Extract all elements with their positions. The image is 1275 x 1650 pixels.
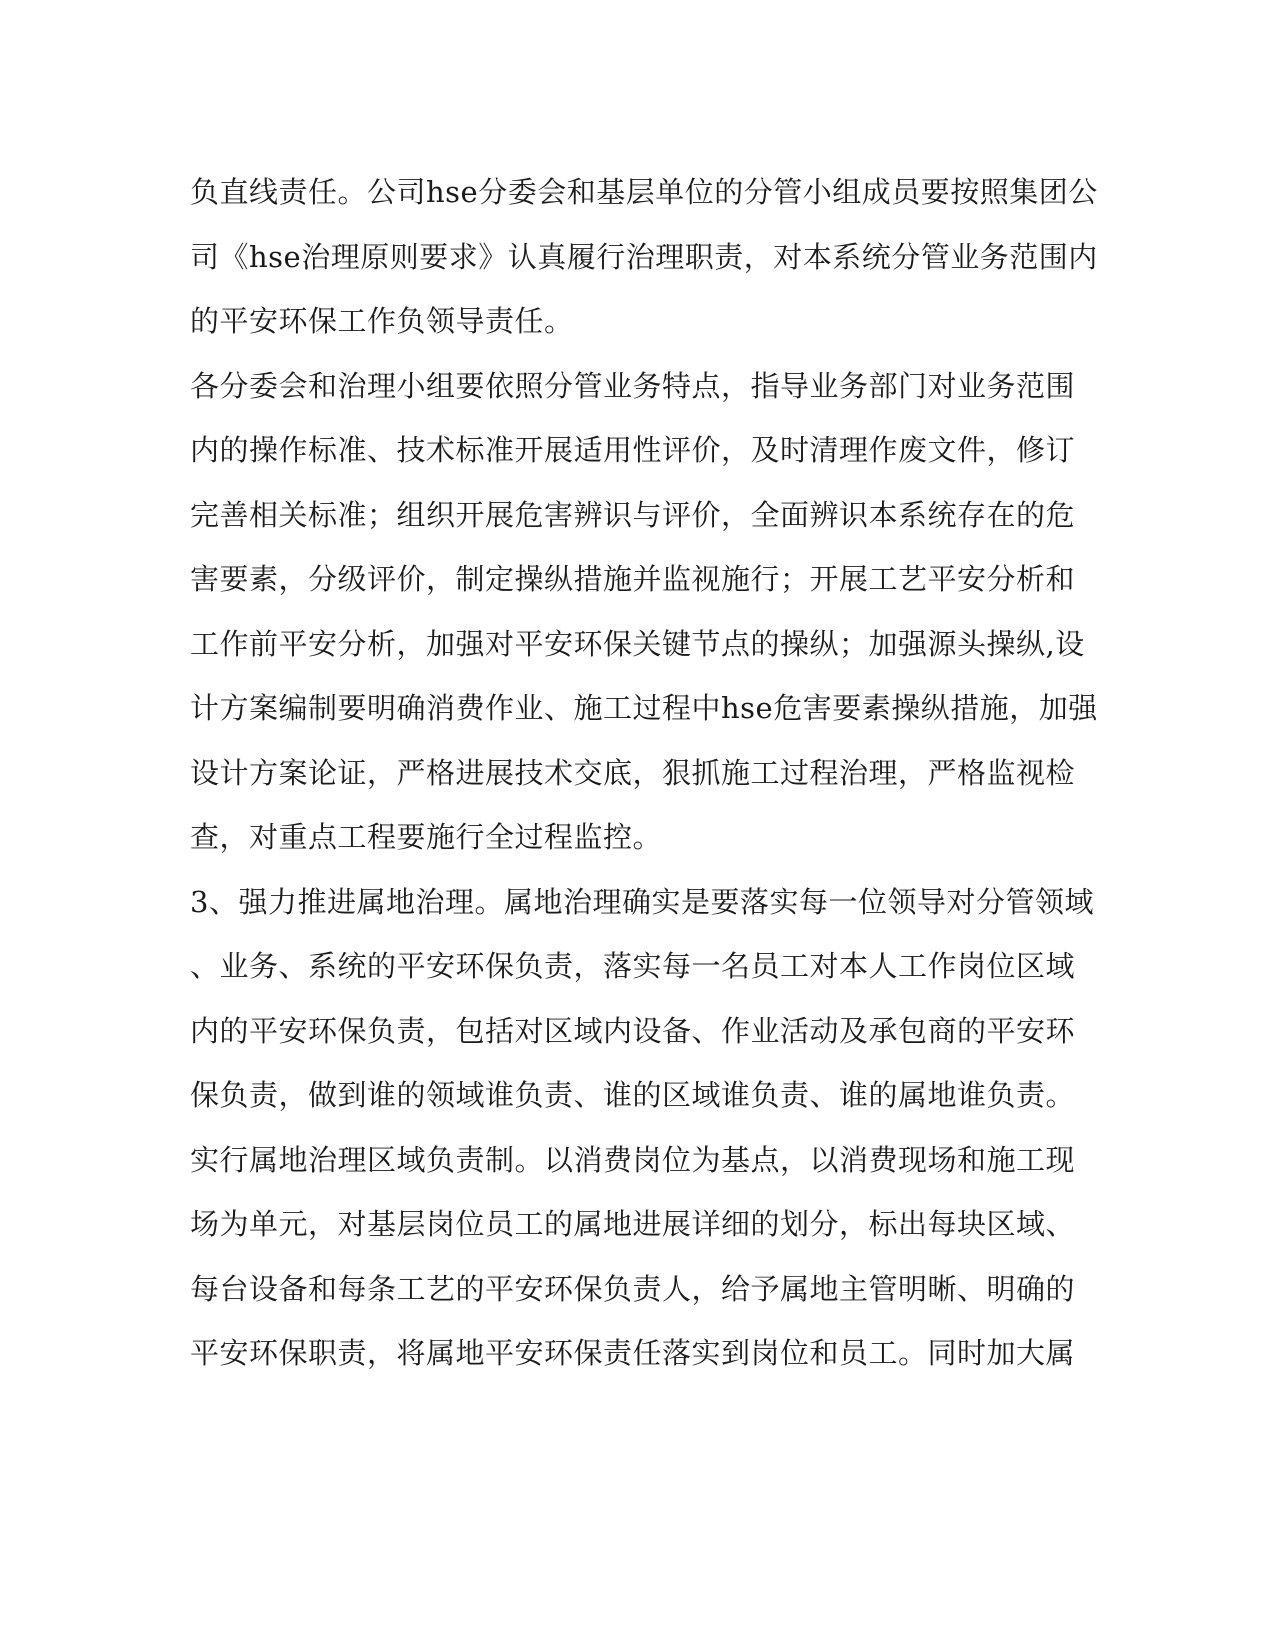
- text-line: 实行属地治理区域负责制。以消费岗位为基点，以消费现场和施工现: [190, 1142, 1076, 1177]
- text-line: 每台设备和每条工艺的平安环保负责人，给予属地主管明晰、明确的: [190, 1271, 1076, 1306]
- text-line: 保负责，做到谁的领域谁负责、谁的区域谁负责、谁的属地谁负责。: [190, 1078, 1076, 1112]
- text-line: 、业务、系统的平安环保负责，落实每一名员工对本人工作岗位区域: [190, 949, 1076, 983]
- text-line: 查，对重点工程要施行全过程监控。: [190, 820, 663, 854]
- text-line: 场为单元，对基层岗位员工的属地进展详细的划分，标出每块区域、: [190, 1207, 1076, 1241]
- text-line: 害要素，分级评价，制定操纵措施并监视施行；开展工艺平安分析和: [190, 562, 1076, 596]
- text-line: 完善相关标准；组织开展危害辨识与评价，全面辨识本系统存在的危: [190, 497, 1076, 532]
- text-line: 各分委会和治理小组要依照分管业务特点，指导业务部门对业务范围: [190, 368, 1076, 403]
- text-line: 工作前平安分析，加强对平安环保关键节点的操纵；加强源头操纵,设: [190, 626, 1085, 661]
- text-line: 3、强力推进属地治理。属地治理确实是要落实每一位领导对分管领域: [190, 884, 1094, 919]
- text-line: 内的操作标准、技术标准开展适用性评价，及时清理作废文件，修订: [190, 433, 1076, 467]
- text-line: 设计方案论证，严格进展技术交底，狠抓施工过程治理，严格监视检: [190, 755, 1076, 790]
- text-line: 平安环保职责，将属地平安环保责任落实到岗位和员工。同时加大属: [190, 1336, 1076, 1370]
- text-line: 内的平安环保负责，包括对区域内设备、作业活动及承包商的平安环: [190, 1013, 1076, 1048]
- text-line: 的平安环保工作负领导责任。: [190, 304, 574, 338]
- body-text: [190, 160, 1098, 1386]
- text-line: 司《hse治理原则要求》认真履行治理职责，对本系统分管业务范围内: [190, 239, 1098, 274]
- text-line: 计方案编制要明确消费作业、施工过程中hse危害要素操纵措施，加强: [190, 691, 1098, 725]
- text-line: 负直线责任。公司hse分委会和基层单位的分管小组成员要按照集团公: [190, 175, 1098, 209]
